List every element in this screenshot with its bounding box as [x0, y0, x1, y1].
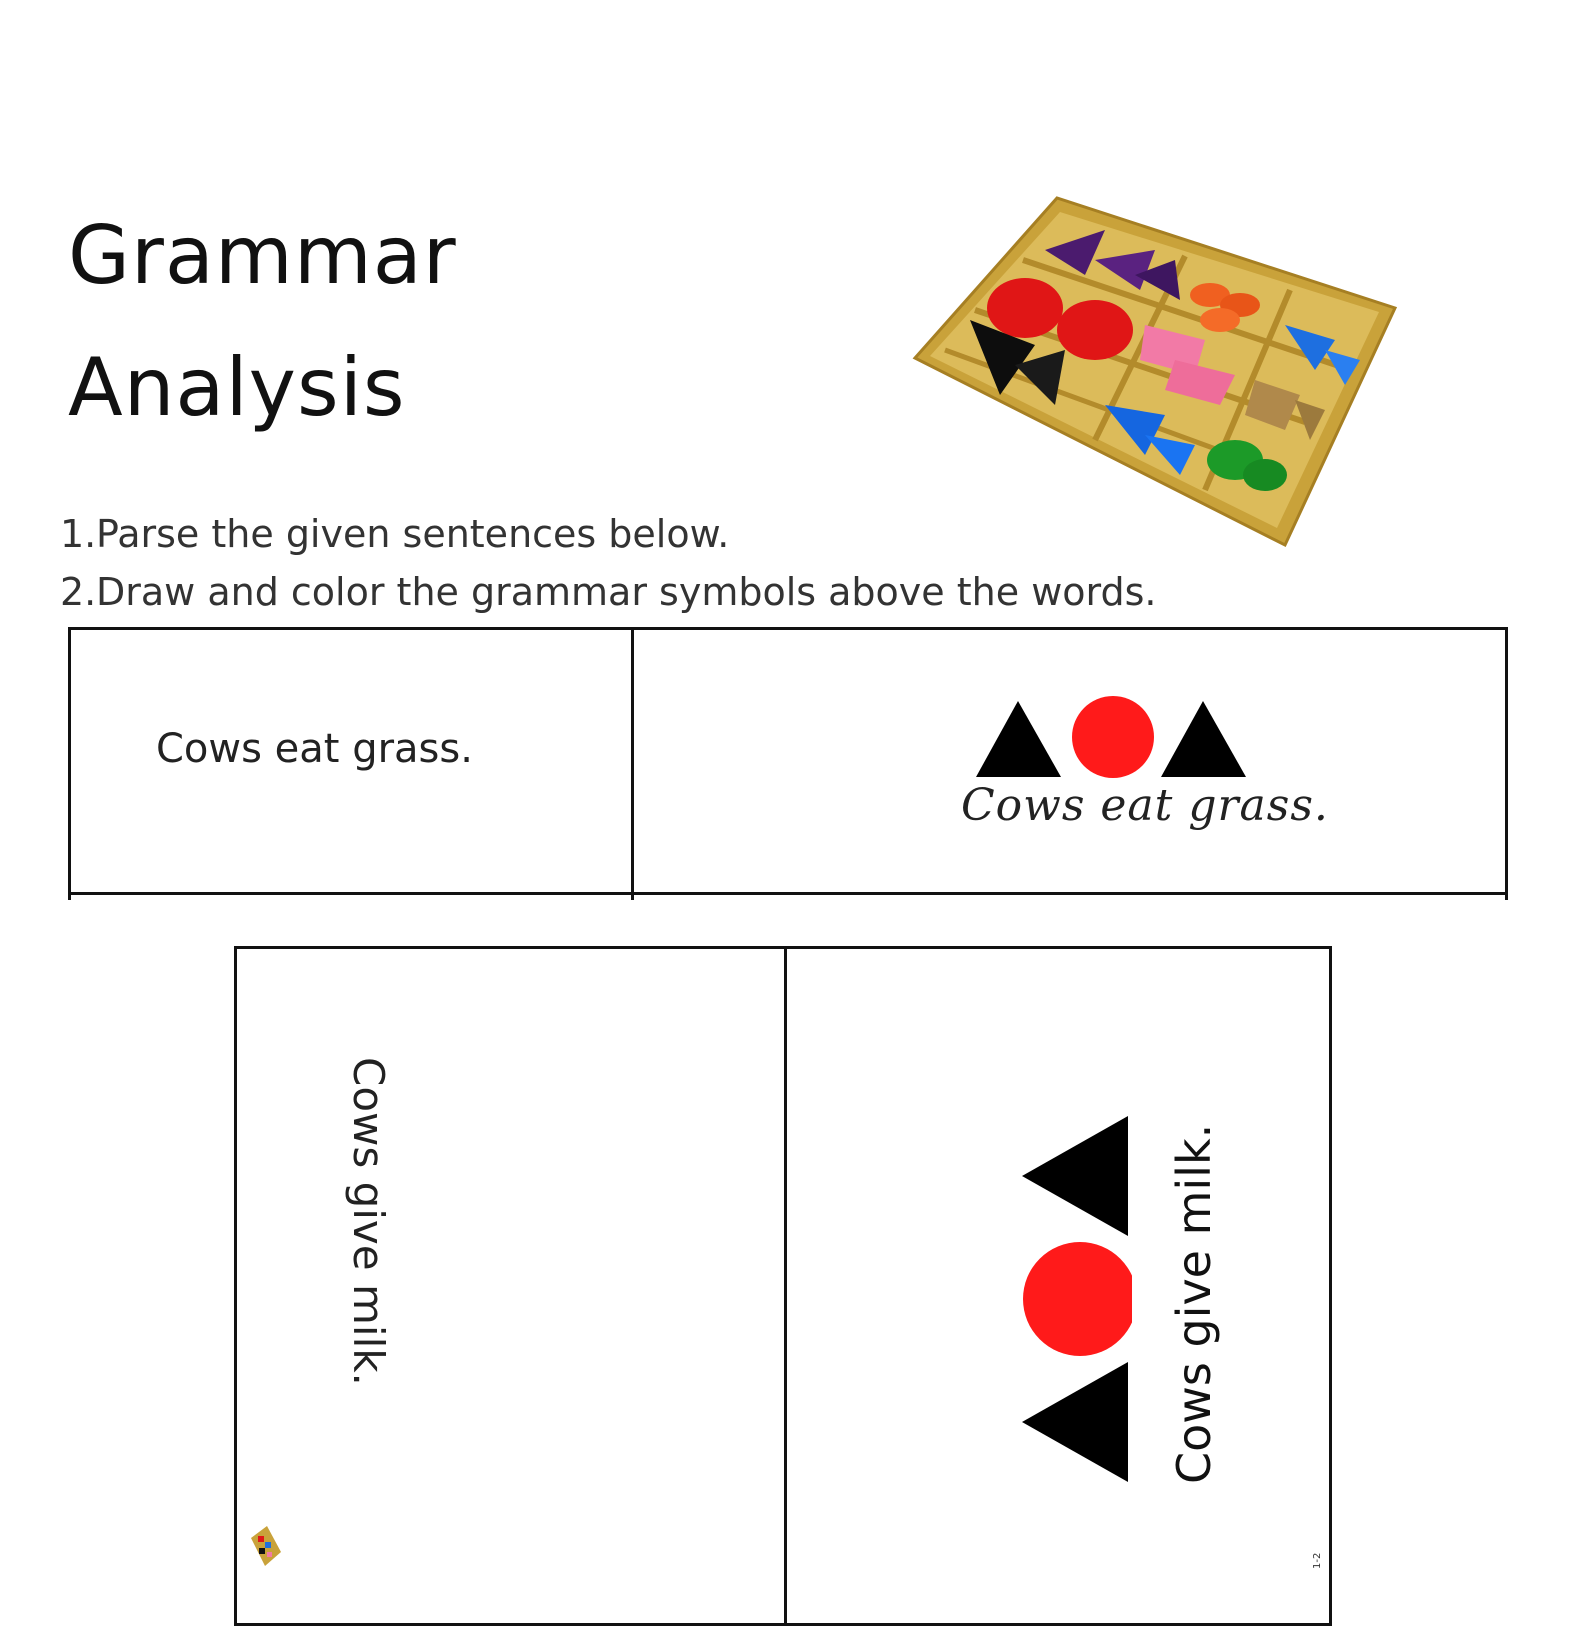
- page-title: [68, 190, 457, 454]
- verb-circle-icon: [1023, 1242, 1132, 1356]
- page-code: 1-2: [1312, 1552, 1323, 1569]
- table-divider: [784, 949, 787, 1623]
- sentence-prompt: Cows eat grass.: [156, 726, 473, 772]
- grammar-symbols-answer: [1022, 1114, 1132, 1484]
- grammar-box-thumbnail-icon: [249, 1524, 283, 1568]
- noun-triangle-icon: [976, 701, 1061, 777]
- title-line-2: Analysis: [68, 341, 406, 434]
- noun-triangle-icon: [1022, 1116, 1128, 1236]
- sentence-answer: Cows eat grass.: [961, 780, 1329, 831]
- exercise-table-2: [234, 946, 1332, 1626]
- title-line-1: Grammar: [68, 209, 457, 302]
- noun-triangle-icon: [1161, 701, 1246, 777]
- sentence-answer: Cows give milk.: [1167, 1123, 1221, 1484]
- table-edge: [68, 892, 71, 900]
- instruction-item: 2.Draw and color the grammar symbols above the words.: [60, 570, 1157, 614]
- exercise-table-1: [68, 627, 1508, 895]
- grammar-symbols-answer: [976, 695, 1251, 780]
- noun-triangle-icon: [1022, 1362, 1128, 1482]
- table-divider: [631, 630, 634, 900]
- instructions-list: [60, 505, 1156, 621]
- verb-circle-icon: [1072, 696, 1154, 778]
- instruction-item: 1.Parse the given sentences below.: [60, 512, 730, 556]
- table-edge: [1505, 892, 1508, 900]
- sentence-prompt: Cows give milk.: [344, 1057, 393, 1386]
